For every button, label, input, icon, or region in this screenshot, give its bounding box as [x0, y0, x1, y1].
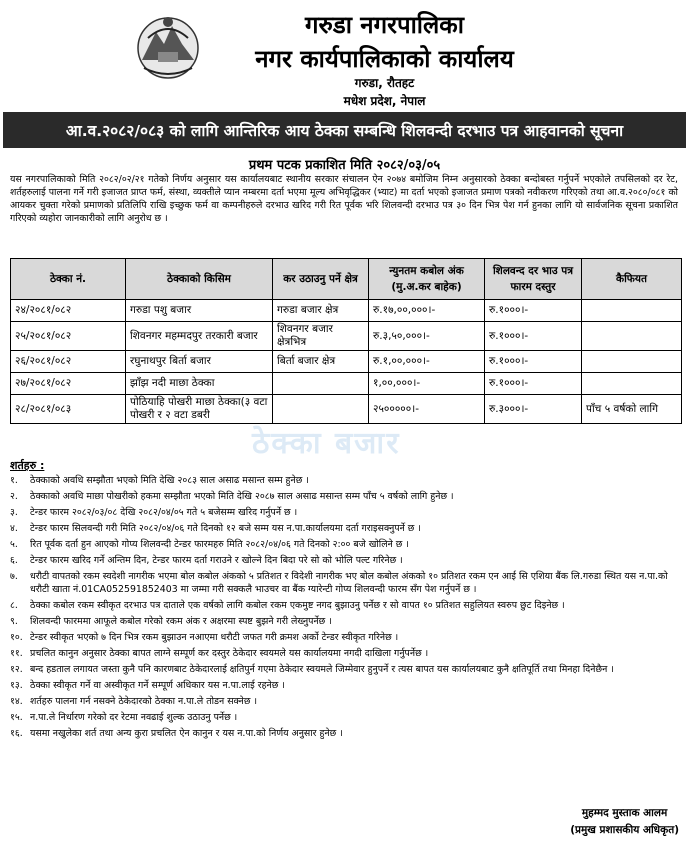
- list-item: [10, 570, 682, 596]
- contract-table: [10, 258, 682, 424]
- col-header-min-bid: न्युनतम कबोल अंक (मु.अ.कर बाहेक): [369, 259, 485, 300]
- cell-form-fee: रु.१०००।-: [485, 300, 582, 322]
- list-item: [10, 522, 682, 535]
- cell-min-bid: रु.१,००,०००।-: [369, 351, 485, 373]
- publication-date: प्रथम पटक प्रकाशित मिति २०८२/०३/०५: [248, 158, 441, 173]
- term-text: ठेक्काको अवधि सम्झौता भएको मिति देखि २०८३ साल असाढ मसान्त सम्म हुनेछ ।: [30, 475, 309, 486]
- cell-remarks: [582, 373, 682, 395]
- term-number: ११.: [10, 648, 23, 659]
- col-header-tax-area: कर उठाउनु पर्ने क्षेत्र: [273, 259, 369, 300]
- col-header-contract-no: ठेक्का नं.: [11, 259, 126, 300]
- col-header-form-fee: शिलवन्द दर भाउ पत्र फारम दस्तुर: [485, 259, 582, 300]
- list-item: [10, 554, 682, 567]
- term-number: ७.: [10, 571, 18, 582]
- list-item: [10, 663, 682, 676]
- term-number: १२.: [10, 664, 23, 675]
- cell-min-bid: २५०००००।-: [369, 395, 485, 424]
- terms-list: [10, 474, 682, 743]
- list-item: [10, 490, 682, 503]
- cell-contract-type: गरुडा पशु बजार: [126, 300, 273, 322]
- cell-min-bid: रु.१७,००,०००।-: [369, 300, 485, 322]
- cell-tax-area: [273, 373, 369, 395]
- list-item: [10, 679, 682, 692]
- cell-form-fee: रु.३०००।-: [485, 395, 582, 424]
- list-item: [10, 538, 682, 551]
- table-row: [11, 373, 682, 395]
- term-text: टेन्डर स्वीकृत भएको ७ दिन भित्र रकम बुझाउन नआएमा धरौटी जफत गरी क्रमश अर्को टेन्डर स्वीकृत गरिनेछ ।: [30, 632, 399, 643]
- notice-title-banner: आ.व.२०८२/०८३ को लागि आन्तिरिक आय ठेक्का सम्बन्धि शिलवन्दी दरभाउ पत्र आहवानको सूचना: [3, 112, 686, 148]
- cell-tax-area: [273, 395, 369, 424]
- intro-paragraph: यस नगरपालिकाको मिति २०८२/०२/२१ गतेको निर्णय अनुसार यस कार्यालयबाट स्थानीय सरकार संचालन ऐन २०७४ बमोजिम निम्न अनुसारको ठेक्का बन्दोबस्त गर्नुपर्ने भएकोले तपसिलको दर रेट, शर्तहरुलाई पालना गर्ने गरी इजाजत प्राप्त फर्म, संस्था, व्यक्तीले प्यान नम्बरमा दर्ता भएमा मूल्य अभिवृद्धिकर (भ्याट) मा दर्ता भएको इजाजत प्रमाण पत्रको नवीकरण गरिएको तथा आ.व.२०८०/०८१ को आयकर चुक्ता गरेको प्रमाणको प्रतिलिपि राखि इच्छुक फर्म वा कम्पनीहरुले दरभाउ खरिद गरी रित पूर्वक भरि शिलवन्दी दरभाउ पत्र ३० दिन भित्र पेश गर्न हुनका लागि यो सार्वजनिक सूचना प्रकाशित गरिएको व्यहोरा जानकारीको लागि अनुरोध छ ।: [10, 174, 678, 224]
- watermark-logo: ठेक्का बजार: [252, 426, 401, 461]
- col-header-remarks: कैफियत: [582, 259, 682, 300]
- list-item: [10, 631, 682, 644]
- term-text: प्रचलित कानुन अनुसार ठेक्का बापत लाग्ने सम्पूर्ण कर दस्तुर ठेकेदार स्वयमले यस कार्यालयमा नगदी दाखिला गर्नुपर्नेछ ।: [30, 648, 429, 659]
- cell-contract-type: पोठियाहि पोखरी माछा ठेक्का(३ वटा पोखरी र २ वटा डबरी: [126, 395, 273, 424]
- cell-contract-no: २४/२०८१/०८२: [11, 300, 126, 322]
- term-text: टेन्डर फारम सिलवन्दी गरी मिति २०८२/०४/०६ गते दिनको १२ बजे सम्म यस न.पा.कार्यालयमा दर्ता गराइसक्नुपर्ने छ ।: [30, 523, 421, 534]
- term-number: १०.: [10, 632, 23, 643]
- term-number: २.: [10, 491, 18, 502]
- cell-contract-no: २५/२०८१/०८२: [11, 322, 126, 351]
- term-number: १५.: [10, 712, 23, 723]
- cell-form-fee: रु.१०००।-: [485, 322, 582, 351]
- cell-remarks: [582, 322, 682, 351]
- cell-form-fee: रु.१०००।-: [485, 351, 582, 373]
- term-text: शिलवन्दी फारममा आफूले कबोल गरेको रकम अंक र अक्षरमा स्पष्ट बुझने गरी लेख्नुपर्नेछ ।: [30, 616, 332, 627]
- table-row: [11, 300, 682, 322]
- list-item: [10, 727, 682, 740]
- term-text: टेन्डर फारम खरिद गर्ने अन्तिम दिन, टेन्डर फारम दर्ता गराउने र खोल्ने दिन बिदा परे सो को भोलि पल्ट गरिनेछ ।: [30, 555, 403, 566]
- cell-form-fee: रु.१०००।-: [485, 373, 582, 395]
- term-number: ८.: [10, 600, 18, 611]
- list-item: [10, 615, 682, 628]
- term-number: ३.: [10, 507, 18, 518]
- term-number: ५.: [10, 539, 18, 550]
- list-item: [10, 711, 682, 724]
- term-text: शर्तहरु पालना गर्न नसक्ने ठेकेदारको ठेक्का न.पा.ले तोडन सक्नेछ ।: [30, 696, 257, 707]
- cell-remarks: [582, 300, 682, 322]
- term-number: १६.: [10, 728, 23, 739]
- cell-contract-no: २७/२०८१/०८२: [11, 373, 126, 395]
- table-row: [11, 322, 682, 351]
- cell-contract-no: २६/२०८१/०८२: [11, 351, 126, 373]
- term-number: १४.: [10, 696, 23, 707]
- term-text: बन्द हडताल लगायत जस्ता कुनै पनि कारणबाट ठेकेदारलाई क्षतिपुर्न गएमा ठेकेदार स्वयमले जिम्मेवार हुनुपर्ने र त्यस बापत यस कार्यालयबाट कुनै क्षतिपूर्ति तथा मिनहा दिनेछैन ।: [30, 664, 614, 675]
- cell-min-bid: रु.३,५०,०००।-: [369, 322, 485, 351]
- table-header-row: [11, 259, 682, 300]
- term-text: धरौटी वापतको रकम स्वदेशी नागरीक भएमा बोल कबोल अंकको ५ प्रतिशत र विदेशी नागरीक भए बोल कबोल अंकको १० प्रतिशत रकम एन आई सि एशिया बैंक लि.गरुडा स्थित यस न.पा.को धरौटी खाता नं.01CA052591852403 मा जम्मा गरी सक्कलै भाउचर वा बैंक ग्यारेन्टी गोप्य शिलवन्दी फारम सँग पेश गर्नुपर्ने छ ।: [30, 571, 668, 595]
- term-text: ठेक्काको अवधि माछा पोखरीको हकमा सम्झौता भएको मिति देखि २०८७ साल असाढ मसान्त सम्म पाँच ५ वर्षको लागि हुनेछ ।: [30, 491, 454, 502]
- term-number: ६.: [10, 555, 18, 566]
- list-item: [10, 695, 682, 708]
- cell-contract-type: रघुनाथपुर बिर्ता बजार: [126, 351, 273, 373]
- term-number: १.: [10, 475, 18, 486]
- term-text: टेन्डर फारम २०८२/०३/०८ देखि २०८२/०४/०५ गते ५ बजेसम्म खरिद गर्नुपर्ने छ ।: [30, 507, 298, 518]
- cell-remarks: [582, 351, 682, 373]
- term-text: न.पा.ले निर्धारण गरेको दर रेटमा नवढाई शुल्क उठाउनु पर्नेछ ।: [30, 712, 238, 723]
- col-header-contract-type: ठेक्काको किसिम: [126, 259, 273, 300]
- signature-block: [570, 805, 679, 839]
- list-item: [10, 647, 682, 660]
- office-name: नगर कार्यपालिकाको कार्यालय: [255, 45, 514, 73]
- list-item: [10, 599, 682, 612]
- term-text: ठेक्का कबोल रकम स्वीकृत दरभाउ पत्र दाताले एक वर्षको लागि कबोल रकम एकमुष्ट नगद बुझाउनु पर्नेछ र सो वापत १० प्रतिशत सहुलियत स्वरुप छुट दिइनेछ ।: [30, 600, 565, 611]
- office-province: मधेश प्रदेश, नेपाल: [343, 94, 426, 108]
- term-text: यसमा नखुलेका शर्त तथा अन्य कुरा प्रचलित ऐन कानुन र यस न.पा.को निर्णय अनुसार हुनेछ ।: [30, 728, 343, 739]
- municipality-name: गरुडा नगरपालिका: [305, 11, 464, 39]
- notice-header: [0, 0, 689, 108]
- signatory-title: (प्रमुख प्रशासकीय अधिकृत): [570, 824, 679, 836]
- cell-tax-area: गरुडा बजार क्षेत्र: [273, 300, 369, 322]
- table-row: [11, 351, 682, 373]
- signatory-name: मुहम्मद मुस्ताक आलम: [581, 807, 668, 819]
- cell-contract-type: शिवनगर महम्मदपुर तरकारी बजार: [126, 322, 273, 351]
- term-text: रित पूर्वक दर्ता हुन आएको गोप्य शिलवन्दी टेन्डर फारमहरु मिति २०८२/०४/०६ गते दिनको २:०० बजे खोलिने छ ।: [30, 539, 409, 550]
- cell-min-bid: १,००,०००।-: [369, 373, 485, 395]
- table-row: [11, 395, 682, 424]
- terms-heading: शर्तहरु :: [10, 459, 45, 472]
- office-location: गरुडा, रौतहट: [354, 76, 415, 90]
- cell-contract-no: २८/२०८१/०८३: [11, 395, 126, 424]
- term-number: १३.: [10, 680, 23, 691]
- term-number: ४.: [10, 523, 18, 534]
- cell-tax-area: शिवनगर बजार क्षेत्रभित्र: [273, 322, 369, 351]
- term-number: ९.: [10, 616, 18, 627]
- cell-remarks: पाँच ५ वर्षको लागि: [582, 395, 682, 424]
- term-text: ठेक्का स्वीकृत गर्ने वा अस्वीकृत गर्ने सम्पूर्ण अधिकार यस न.पा.लाई रहनेछ ।: [30, 680, 285, 691]
- cell-tax-area: बिर्ता बजार क्षेत्र: [273, 351, 369, 373]
- list-item: [10, 474, 682, 487]
- list-item: [10, 506, 682, 519]
- cell-contract-type: झाँझ नदी माछा ठेक्का: [126, 373, 273, 395]
